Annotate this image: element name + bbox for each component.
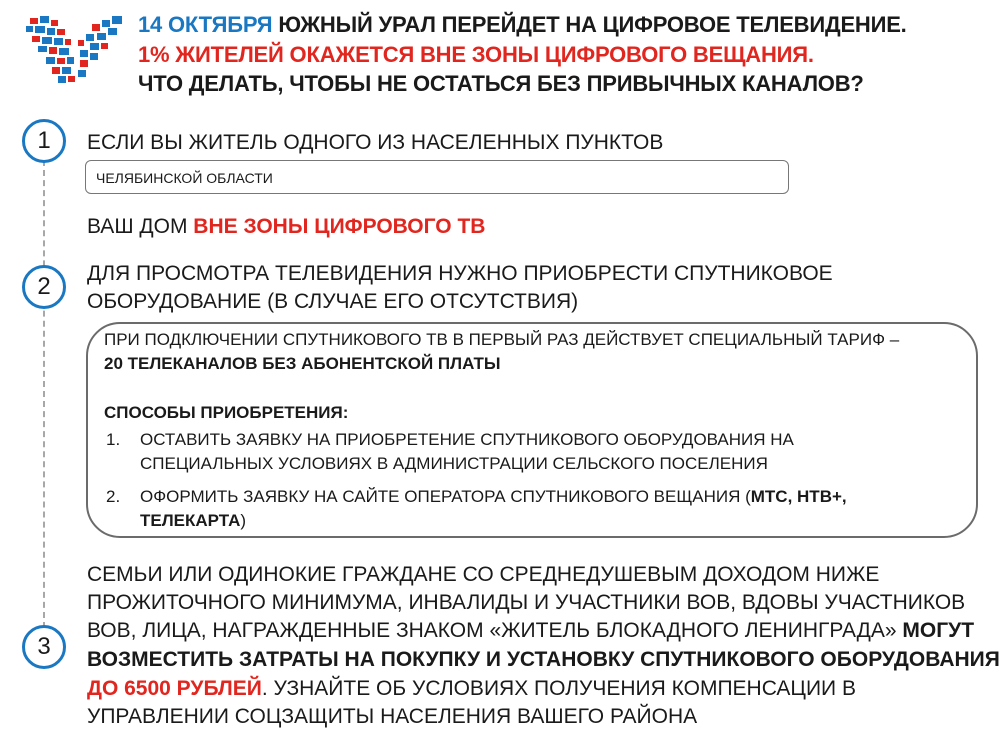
step-3-line-1: СЕМЬИ ИЛИ ОДИНОКИЕ ГРАЖДАНЕ СО СРЕДНЕДУШЕВЫМ ДОХОДОМ НИЖЕ — [87, 563, 880, 586]
step-2-line-1: ДЛЯ ПРОСМОТРА ТЕЛЕВИДЕНИЯ НУЖНО ПРИОБРЕСТИ СПУТНИКОВОЕ — [87, 262, 833, 285]
method-2-operators: МТС, НТВ+, — [750, 487, 847, 506]
step-3-compensation: ВОЗМЕСТИТЬ ЗАТРАТЫ НА ПОКУПКУ И УСТАНОВКУ СПУТНИКОВОГО ОБОРУДОВАНИЯ — [87, 648, 1000, 671]
method-1-number: 1. — [106, 430, 121, 449]
timeline-dashed-line — [43, 160, 45, 628]
methods-title: СПОСОБЫ ПРИОБРЕТЕНИЯ: — [104, 403, 349, 422]
header-line-1-text: ЮЖНЫЙ УРАЛ ПЕРЕЙДЕТ НА ЦИФРОВОЕ ТЕЛЕВИДЕНИЕ. — [278, 12, 907, 37]
tariff-line-2: 20 ТЕЛЕКАНАЛОВ БЕЗ АБОНЕНТСКОЙ ПЛАТЫ — [104, 354, 501, 373]
method-2-closing: ) — [240, 511, 247, 530]
method-1-line-2: СПЕЦИАЛЬНЫХ УСЛОВИЯХ В АДМИНИСТРАЦИИ СЕЛЬСКОГО ПОСЕЛЕНИЯ — [140, 454, 768, 473]
method-2-number: 2. — [106, 487, 121, 506]
header-date: 14 ОКТЯБРЯ — [138, 12, 273, 37]
step-1-result-prefix: ВАШ ДОМ — [87, 215, 188, 238]
step-2-number: 2 — [22, 265, 66, 309]
step-1-text: ЕСЛИ ВЫ ЖИТЕЛЬ ОДНОГО ИЗ НАСЕЛЕННЫХ ПУНКТОВ — [87, 131, 664, 154]
step-3-line-3 — [87, 619, 974, 643]
logo-right-wing — [78, 16, 122, 77]
method-1-line-1: ОСТАВИТЬ ЗАЯВКУ НА ПРИОБРЕТЕНИЕ СПУТНИКОВОГО ОБОРУДОВАНИЯ НА — [140, 430, 794, 449]
method-2-operator-telekarta: ТЕЛЕКАРТА — [140, 511, 241, 530]
method-2-line-1 — [140, 487, 847, 507]
logo-left-wing — [26, 16, 75, 83]
header-line-3: ЧТО ДЕЛАТЬ, ЧТОБЫ НЕ ОСТАТЬСЯ БЕЗ ПРИВЫЧНЫХ КАНАЛОВ? — [138, 71, 864, 96]
step-3-number: 3 — [22, 625, 66, 669]
step-2-line-2: ОБОРУДОВАНИЕ (В СЛУЧАЕ ЕГО ОТСУТСТВИЯ) — [87, 290, 579, 313]
step-3-line-4 — [87, 648, 1000, 672]
header-line-1 — [138, 12, 907, 38]
step-3-line-2: ПРОЖИТОЧНОГО МИНИМУМА, ИНВАЛИДЫ И УЧАСТНИКИ ВОВ, ВДОВЫ УЧАСТНИКОВ — [87, 591, 966, 614]
butterfly-logo — [22, 12, 132, 92]
region-field: ЧЕЛЯБИНСКОЙ ОБЛАСТИ — [85, 160, 789, 194]
tariff-line-1: ПРИ ПОДКЛЮЧЕНИИ СПУТНИКОВОГО ТВ В ПЕРВЫЙ РАЗ ДЕЙСТВУЕТ СПЕЦИАЛЬНЫЙ ТАРИФ – — [104, 330, 900, 349]
step-3-line-3-bold: МОГУТ — [902, 619, 975, 642]
step-1-number: 1 — [22, 119, 66, 163]
method-2-line-2 — [140, 511, 246, 531]
step-1-result — [87, 215, 485, 239]
step-3-amount: ДО 6500 РУБЛЕЙ — [87, 677, 262, 700]
method-2-text: ОФОРМИТЬ ЗАЯВКУ НА САЙТЕ ОПЕРАТОРА СПУТНИКОВОГО ВЕЩАНИЯ ( — [140, 487, 751, 506]
step-3-line-5 — [87, 677, 856, 701]
step-3-line-5-text: . УЗНАЙТЕ ОБ УСЛОВИЯХ ПОЛУЧЕНИЯ КОМПЕНСАЦИИ В — [261, 677, 856, 700]
step-1-result-highlight: ВНЕ ЗОНЫ ЦИФРОВОГО ТВ — [193, 215, 486, 238]
step-3-line-3-text: ВОВ, ЛИЦА, НАГРАЖДЕННЫЕ ЗНАКОМ «ЖИТЕЛЬ БЛОКАДНОГО ЛЕНИНГРАДА» — [87, 619, 897, 642]
step-3-line-6: УПРАВЛЕНИИ СОЦЗАЩИТЫ НАСЕЛЕНИЯ ВАШЕГО РАЙОНА — [87, 705, 698, 728]
header-line-2: 1% ЖИТЕЛЕЙ ОКАЖЕТСЯ ВНЕ ЗОНЫ ЦИФРОВОГО ВЕЩАНИЯ. — [138, 42, 814, 67]
